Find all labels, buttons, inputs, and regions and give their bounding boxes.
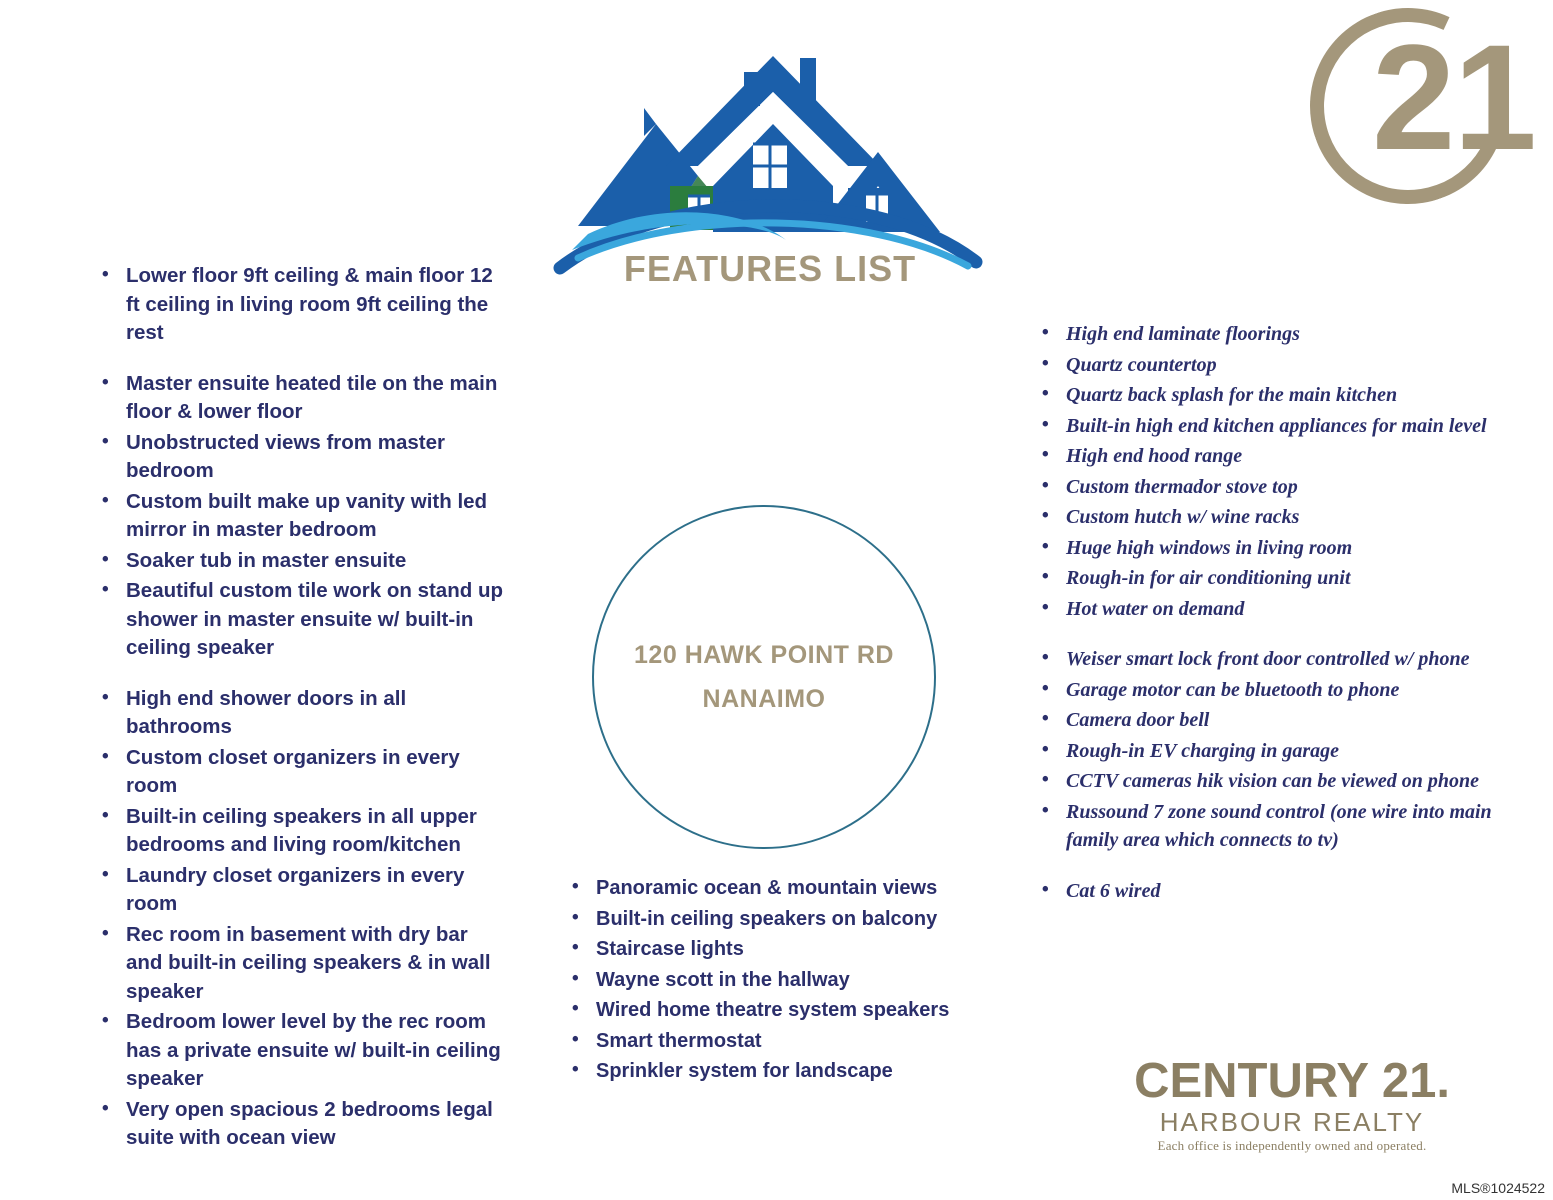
feature-item: • Custom closet organizers in every room [92,744,504,801]
feature-item: • Quartz back splash for the main kitchen [1032,381,1502,410]
feature-item: • Garage motor can be bluetooth to phone [1032,676,1502,705]
feature-item: • Sprinkler system for landscape [562,1057,992,1086]
century21-wordmark [1062,1055,1522,1155]
feature-item: • Cat 6 wired [1032,877,1502,906]
features-list-right [1032,320,1502,905]
feature-item: • Smart thermostat [562,1027,992,1056]
feature-item: • Beautiful custom tile work on stand up shower in master ensuite w/ built-in ceiling speaker [92,577,504,663]
brand-tagline: Each office is independently owned and operated. [1157,1138,1427,1153]
mls-number: MLS®1024522 [1451,1180,1545,1196]
feature-item: • Lower floor 9ft ceiling & main floor 12 ft ceiling in living room 9ft ceiling the rest [92,262,504,348]
feature-item: • High end shower doors in all bathrooms [92,685,504,742]
feature-item: • Wired home theatre system speakers [562,996,992,1025]
feature-item: • Rough-in for air conditioning unit [1032,564,1502,593]
feature-item: • Rough-in EV charging in garage [1032,737,1502,766]
feature-item: • Soaker tub in master ensuite [92,547,504,576]
features-list-left [92,262,504,1153]
feature-item: • Huge high windows in living room [1032,534,1502,563]
features-column-center [562,874,992,1088]
feature-item: • Hot water on demand [1032,595,1502,624]
feature-item: • Very open spacious 2 bedrooms legal suite with ocean view [92,1096,504,1153]
feature-item: • High end laminate floorings [1032,320,1502,349]
feature-item: • Built-in ceiling speakers in all upper bedrooms and living room/kitchen [92,803,504,860]
feature-item: • Bedroom lower level by the rec room has a private ensuite w/ built-in ceiling speaker [92,1008,504,1094]
features-list-center [562,874,992,1086]
page-title: FEATURES LIST [623,248,917,289]
feature-item: • CCTV cameras hik vision can be viewed on phone [1032,767,1502,796]
feature-item: • Staircase lights [562,935,992,964]
feature-item: • Custom thermador stove top [1032,473,1502,502]
feature-item: • Russound 7 zone sound control (one wire into main family area which connects to tv) [1032,798,1502,855]
features-column-right [1032,320,1502,907]
features-column-left [92,262,504,1155]
feature-item: • Custom hutch w/ wine racks [1032,503,1502,532]
feature-item: • Panoramic ocean & mountain views [562,874,992,903]
address-line-1: 120 HAWK POINT RD [634,641,894,669]
century21-circle-logo [1310,8,1535,233]
feature-item: • Rec room in basement with dry bar and built-in ceiling speakers & in wall speaker [92,921,504,1007]
feature-item: • Quartz countertop [1032,351,1502,380]
feature-item: • Built-in ceiling speakers on balcony [562,905,992,934]
feature-item: • Custom built make up vanity with led mirror in master bedroom [92,488,504,545]
brand-office-name: HARBOUR REALTY [1159,1107,1425,1137]
logo-number: 21 [1372,13,1535,181]
feature-item: • Master ensuite heated tile on the main floor & lower floor [92,370,504,427]
feature-item: • Weiser smart lock front door controlled w/ phone [1032,645,1502,674]
feature-item: • Camera door bell [1032,706,1502,735]
feature-item: • Laundry closet organizers in every room [92,862,504,919]
brand-name: CENTURY 21. [1134,1054,1450,1108]
address-line-2: NANAIMO [702,685,826,713]
feature-item: • Built-in high end kitchen appliances for main level [1032,412,1502,441]
feature-item: • Unobstructed views from master bedroom [92,429,504,486]
address-circle [592,505,936,849]
feature-item: • Wayne scott in the hallway [562,966,992,995]
feature-item: • High end hood range [1032,442,1502,471]
